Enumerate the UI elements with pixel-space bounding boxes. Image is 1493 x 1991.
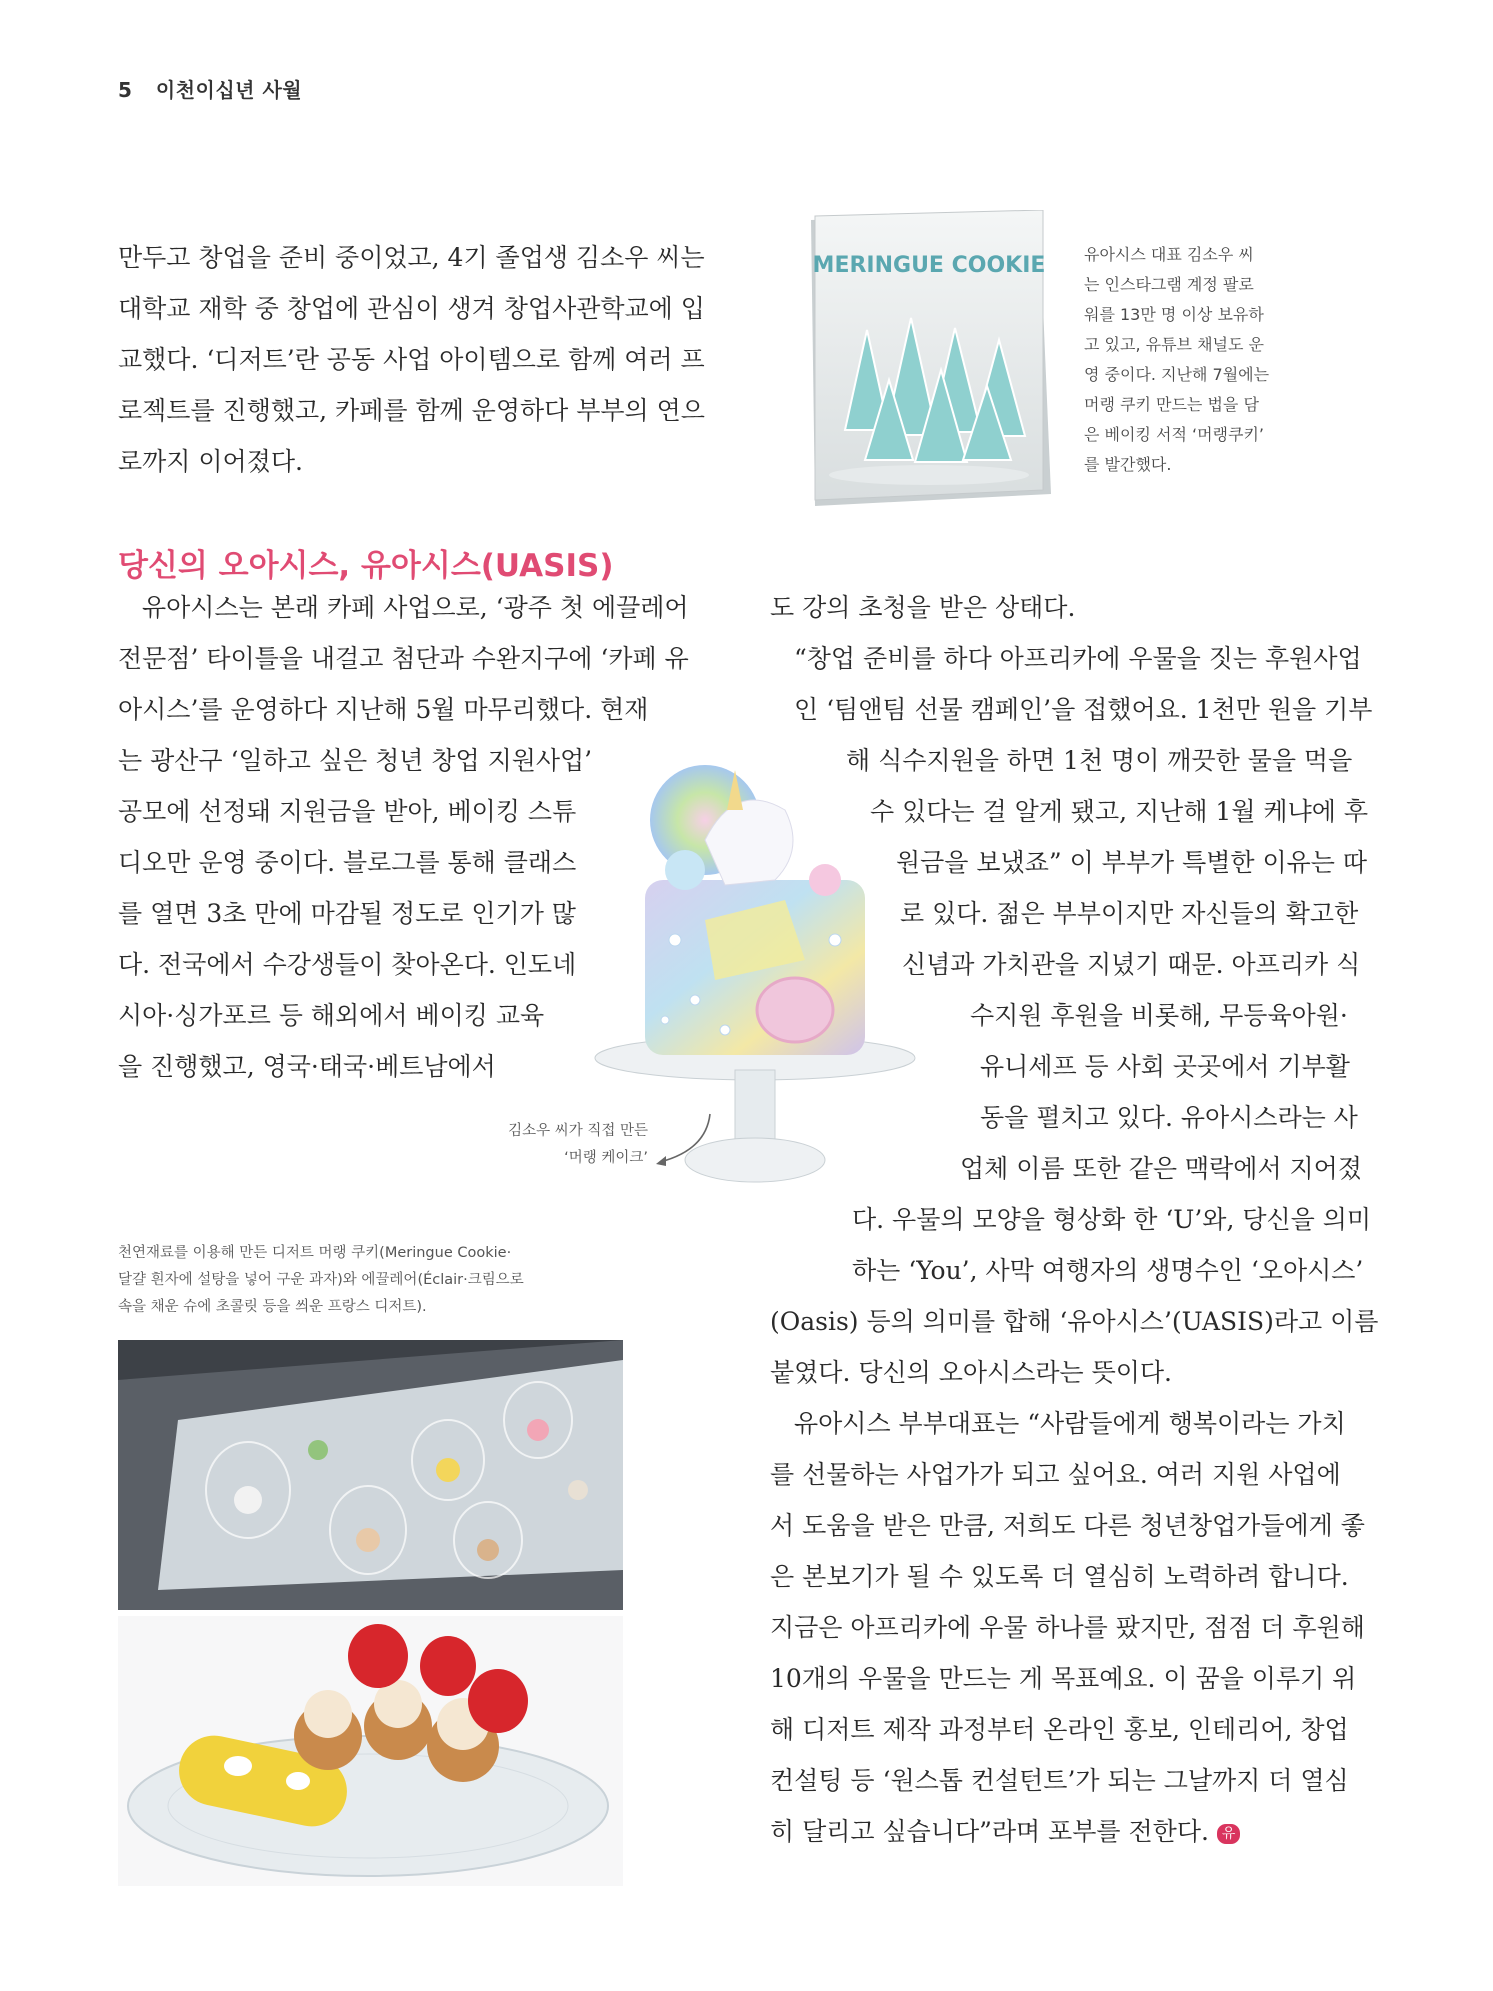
book-caption-line: 고 있고, 유튜브 채널도 운 xyxy=(1084,335,1264,354)
eclair-dessert-photo xyxy=(118,1616,623,1886)
book-caption-line: 를 발간했다. xyxy=(1084,455,1172,474)
intro-paragraph xyxy=(118,232,718,487)
right-line: 컨설팅 등 ‘원스톱 컨설턴트’가 되는 그날까지 더 열심 xyxy=(770,1766,1349,1795)
right-line: 신념과 가치관을 지녔기 때문. 아프리카 식 xyxy=(902,950,1361,979)
left-line: 을 진행했고, 영국·태국·베트남에서 xyxy=(118,1052,496,1081)
right-line xyxy=(770,1806,1370,1857)
right-line: “창업 준비를 하다 아프리카에 우물을 짓는 후원사업 xyxy=(794,644,1362,673)
right-line: (Oasis) 등의 의미를 합해 ‘유아시스’(UASIS)라고 이름 xyxy=(770,1307,1379,1336)
right-line: 동을 펼치고 있다. 유아시스라는 사 xyxy=(980,1103,1358,1132)
left-line: 전문점’ 타이틀을 내걸고 첨단과 수완지구에 ‘카페 유 xyxy=(118,644,689,673)
cake-caption-line: ‘머랭 케이크’ xyxy=(564,1150,648,1166)
right-line: 도 강의 초청을 받은 상태다. xyxy=(770,593,1076,622)
right-line: 붙였다. 당신의 오아시스라는 뜻이다. xyxy=(770,1358,1172,1387)
intro-line: 교했다. ‘디저트’란 공동 사업 아이템으로 함께 여러 프 xyxy=(118,345,705,374)
book-cover-image xyxy=(805,210,1057,508)
running-head xyxy=(118,74,302,103)
right-line: 수지원 후원을 비롯해, 무등육아원· xyxy=(970,1001,1348,1030)
right-line: 수 있다는 걸 알게 됐고, 지난해 1월 케냐에 후 xyxy=(870,797,1368,826)
right-line: 해 식수지원을 하면 1천 명이 깨끗한 물을 먹을 xyxy=(846,746,1353,775)
book-caption-line: 은 베이킹 서적 ‘머랭쿠키’ xyxy=(1084,425,1264,444)
left-line: 디오만 운영 중이다. 블로그를 통해 클래스 xyxy=(118,848,577,877)
right-line: 다. 우물의 모양을 형상화 한 ‘U’와, 당신을 의미 xyxy=(852,1205,1372,1234)
book-cover-title: MERINGUE COOKIE xyxy=(812,253,1046,278)
right-line: 은 본보기가 될 수 있도록 더 열심히 노력하려 합니다. xyxy=(770,1562,1349,1591)
dessert-caption-line: 속을 채운 슈에 초콜릿 등을 씌운 프랑스 디저트). xyxy=(118,1299,427,1315)
left-line: 유아시스는 본래 카페 사업으로, ‘광주 첫 에끌레어 xyxy=(142,593,689,622)
left-line: 를 열면 3초 만에 마감될 정도로 인기가 많 xyxy=(118,899,576,928)
left-line: 아시스’를 운영하다 지난해 5월 마무리했다. 현재 xyxy=(118,695,649,724)
right-column xyxy=(770,582,1379,1857)
right-line: 를 선물하는 사업가가 되고 싶어요. 여러 지원 사업에 xyxy=(770,1460,1341,1489)
right-line: 로 있다. 젊은 부부이지만 자신들의 확고한 xyxy=(900,899,1359,928)
cake-caption xyxy=(478,1118,648,1172)
right-line-text: 히 달리고 싶습니다”라며 포부를 전한다. xyxy=(770,1817,1209,1846)
left-line: 시아·싱가포르 등 해외에서 베이킹 교육 xyxy=(118,1001,545,1030)
book-caption-line: 영 중이다. 지난해 7월에는 xyxy=(1084,365,1270,384)
left-line: 다. 전국에서 수강생들이 찾아온다. 인도네 xyxy=(118,950,577,979)
book-caption xyxy=(1084,240,1304,480)
book-caption-line: 유아시스 대표 김소우 씨 xyxy=(1084,245,1254,264)
dessert-caption xyxy=(118,1240,638,1321)
right-line: 인 ‘팀앤팀 선물 캠페인’을 접했어요. 1천만 원을 기부 xyxy=(794,695,1373,724)
right-line: 유아시스 부부대표는 “사람들에게 행복이라는 가치 xyxy=(794,1409,1346,1438)
intro-line: 만두고 창업을 준비 중이었고, 4기 졸업생 김소우 씨는 xyxy=(118,243,705,272)
cake-caption-line: 김소우 씨가 직접 만든 xyxy=(508,1123,648,1139)
right-line: 서 도움을 받은 만큼, 저희도 다른 청년창업가들에게 좋 xyxy=(770,1511,1365,1540)
issue-label: 이천이십년 사월 xyxy=(155,78,303,102)
right-line: 10개의 우물을 만드는 게 목표예요. 이 꿈을 이루기 위 xyxy=(770,1664,1357,1693)
intro-line: 대학교 재학 중 창업에 관심이 생겨 창업사관학교에 입 xyxy=(118,294,705,323)
right-line: 원금을 보냈죠” 이 부부가 특별한 이유는 따 xyxy=(896,848,1368,877)
book-caption-line: 머랭 쿠키 만드는 법을 담 xyxy=(1084,395,1259,414)
right-line: 해 디저트 제작 과정부터 온라인 홍보, 인테리어, 창업 xyxy=(770,1715,1349,1744)
section-heading: 당신의 오아시스, 유아시스(UASIS) xyxy=(118,548,614,584)
dessert-caption-line: 천연재료를 이용해 만든 디저트 머랭 쿠키(Meringue Cookie· xyxy=(118,1245,512,1261)
right-line: 업체 이름 또한 같은 맥락에서 지어졌 xyxy=(960,1154,1362,1183)
meringue-cookies-photo xyxy=(118,1340,623,1610)
book-caption-line: 워를 13만 명 이상 보유하 xyxy=(1084,305,1264,324)
left-line: 는 광산구 ‘일하고 싶은 청년 창업 지원사업’ xyxy=(118,746,593,775)
dessert-caption-line: 달걀 흰자에 설탕을 넣어 구운 과자)와 에끌레어(Éclair·크림으로 xyxy=(118,1272,524,1288)
right-line: 지금은 아프리카에 우물 하나를 팠지만, 점점 더 후원해 xyxy=(770,1613,1365,1642)
right-line: 하는 ‘You’, 사막 여행자의 생명수인 ‘오아시스’ xyxy=(852,1256,1364,1285)
page-number: 5 xyxy=(118,78,133,102)
caption-arrow-icon xyxy=(648,1110,718,1170)
left-line: 공모에 선정돼 지원금을 받아, 베이킹 스튜 xyxy=(118,797,577,826)
book-caption-line: 는 인스타그램 계정 팔로 xyxy=(1084,275,1254,294)
right-line: 유니세프 등 사회 곳곳에서 기부활 xyxy=(980,1052,1350,1081)
end-mark-icon: 유 xyxy=(1217,1824,1241,1844)
intro-line: 로까지 이어졌다. xyxy=(118,447,303,476)
intro-line: 로젝트를 진행했고, 카페를 함께 운영하다 부부의 연으 xyxy=(118,396,705,425)
